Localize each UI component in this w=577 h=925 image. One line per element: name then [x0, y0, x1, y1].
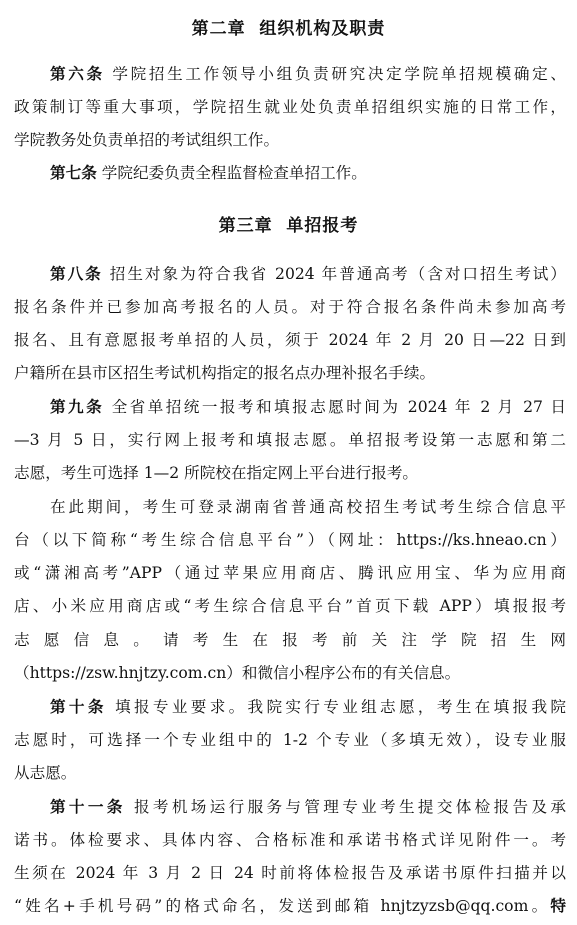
- article-heading: 第九条: [50, 397, 105, 416]
- article-9-line-1: [50, 395, 566, 417]
- article-text: 填报专业要求。我院实行专业组志愿，考生在填报我院: [106, 698, 566, 716]
- article-text: 招生对象为符合我省 2024 年普通高考（含对口招生考试）: [102, 265, 566, 283]
- trailing-bold-text: 特: [550, 896, 566, 915]
- article-heading: 第八条: [50, 264, 103, 283]
- article-10-line-3: 从志愿。: [14, 764, 77, 782]
- article-10-line-1: [50, 695, 566, 717]
- paragraph-line-2: 台（以下简称“考生综合信息平台”）（网址：https://ks.hneao.cn）: [14, 531, 566, 549]
- chapter-title: 第二章 组织机构及职责: [191, 19, 386, 39]
- paragraph-line-1: 在此期间，考生可登录湖南省普通高校招生考试考生综合信息平: [50, 498, 566, 516]
- paragraph-line-6: （https://zsw.hnjtzy.com.cn）和微信小程序公布的有关信息。: [14, 664, 461, 682]
- article-10-line-2: 志愿时，可选择一个专业组中的 1-2 个专业（多填无效），设专业服: [14, 731, 566, 749]
- article-8-line-2: 报名条件并已参加高考报名的人员。对于符合报名条件尚未参加高考: [14, 298, 566, 316]
- article-11-line-2: 诺书。体检要求、具体内容、合格标准和承诺书格式详见附件一。考: [14, 831, 566, 849]
- article-8-line-1: [50, 262, 566, 284]
- paragraph-line-4: 店、小米应用商店或“考生综合信息平台”首页下载 APP）填报报考: [14, 597, 566, 615]
- article-9-line-2: —3 月 5 日，实行网上报考和填报志愿。单招报考设第一志愿和第二: [14, 431, 566, 449]
- article-heading: 第十一条: [50, 797, 126, 816]
- article-6-line-2: 政策制订等重大事项，学院招生就业处负责单招组织实施的日常工作，: [14, 98, 566, 116]
- article-6-line-3: 学院教务处负责单招的考试组织工作。: [14, 131, 280, 149]
- chapter-title: 第三章 单招报考: [218, 216, 359, 236]
- article-11-line-3: 生须在 2024 年 3 月 2 日 24 时前将体检报告及承诺书原件扫描并以: [14, 864, 566, 882]
- article-11-line-4: [14, 894, 566, 916]
- article-9-line-3: 志愿，考生可选择 1—2 所院校在指定网上平台进行报考。: [14, 464, 419, 482]
- paragraph-line-3: 或“潇湘高考”APP（通过苹果应用商店、腾讯应用宝、华为应用商: [14, 564, 566, 582]
- article-heading: 第六条: [50, 64, 105, 83]
- article-text: 全省单招统一报考和填报志愿时间为 2024 年 2 月 27 日: [104, 398, 566, 416]
- article-heading: 第七条: [50, 163, 97, 182]
- article-text: 学院纪委负责全程监督检查单招工作。: [96, 164, 367, 182]
- article-text: “姓名+手机号码”的格式命名，发送到邮箱 hnjtzyzsb@qq.com。: [14, 897, 551, 915]
- article-text: 报考机场运行服务与管理专业考生提交体检报告及承: [125, 798, 566, 816]
- article-8-line-3: 报名、且有意愿报考单招的人员，须于 2024 年 2 月 20 日—22 日到: [14, 331, 566, 349]
- article-8-line-4: 户籍所在县市区招生考试机构指定的报名点办理补报名手续。: [14, 364, 436, 382]
- article-11-line-1: [50, 795, 566, 817]
- article-6-line-1: [50, 62, 566, 84]
- article-text: 学院招生工作领导小组负责研究决定学院单招规模确定、: [104, 65, 566, 83]
- article-heading: 第十条: [50, 697, 107, 716]
- article-7-line-1: [50, 161, 566, 183]
- paragraph-line-5: 志愿信息。请考生在报考前关注学院招生网: [14, 631, 566, 649]
